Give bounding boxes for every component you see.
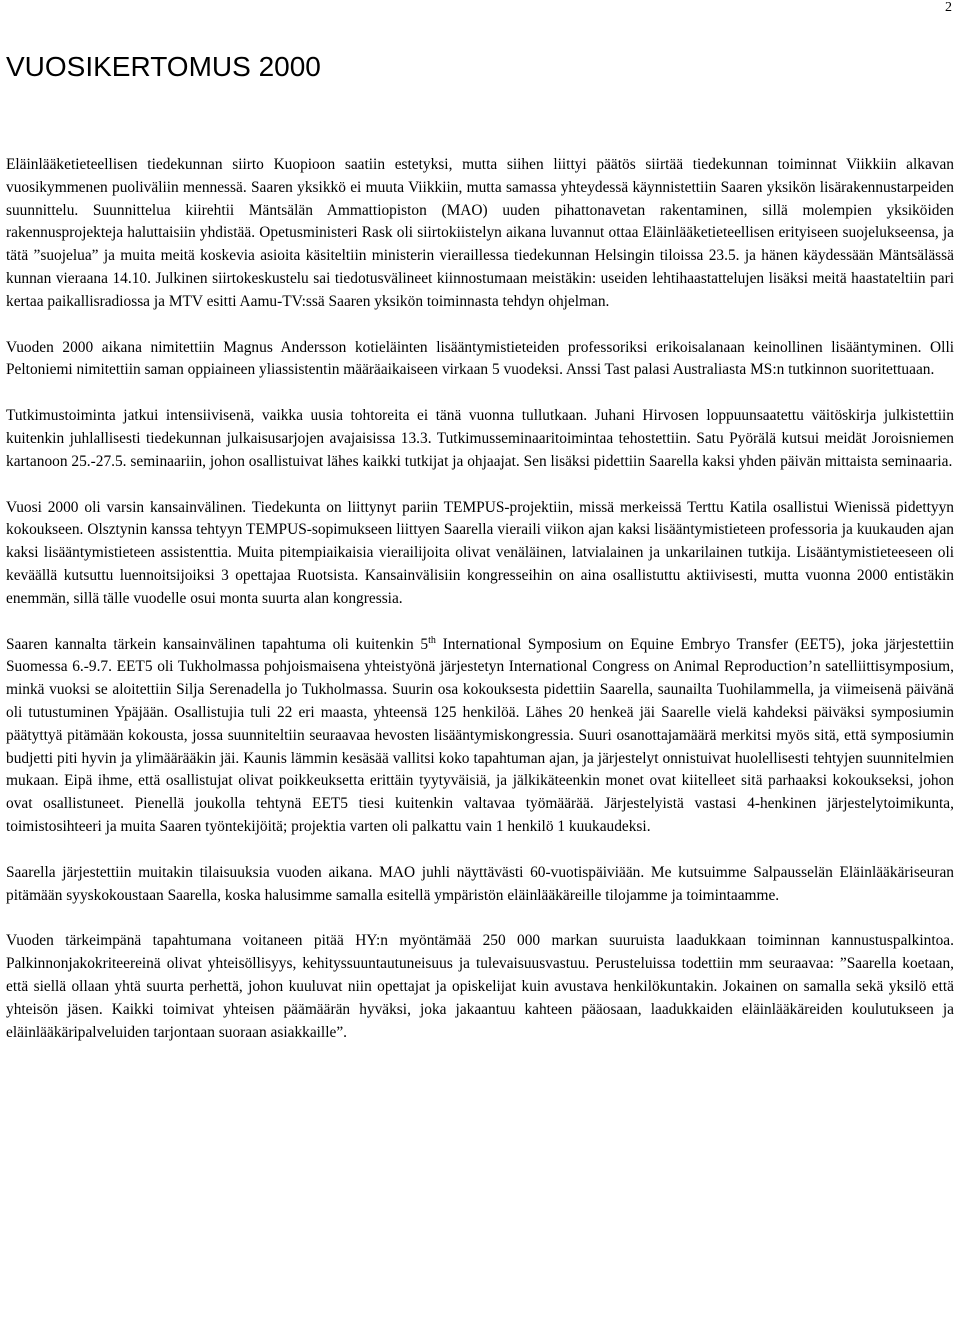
paragraph-text: Vuoden 2000 aikana nimitettiin Magnus Andersson kotieläinten lisääntymistieteiden professoriksi erikoisalanaan keinollinen lisääntyminen. Olli Peltoniemi nimitettiin saman oppiaineen yliassistentin määräaikaiseen virkaan 5 vuodeksi. Anssi Tast palasi Australiasta MS:n tutkinnon suoritettuaan. <box>6 338 954 379</box>
paragraph-text: Tutkimustoiminta jatkui intensiivisenä, vaikka uusia tohtoreita ei tänä vuonna tullutkaan. Juhani Hirvosen loppuunsaatettu väitöskirja julkistettiin kuitenkin juhlallisesti tiedekunnan julkaisusarjojen avajaisissa 13.3. Tutkimusseminaaritoimintaa tehostettiin. Satu Pyörälä kutsui meidät Joroisniemen kartanoon 25.-27.5. seminaariin, johon osallistuivat lähes kaikki tutkijat ja ohjaajat. Sen lisäksi pidettiin Saarella kaksi yhden päivän mittaista seminaaria. <box>6 407 954 470</box>
paragraph-text: Vuosi 2000 oli varsin kansainvälinen. Tiedekunta on liittynyt pariin TEMPUS-projektiin, missä merkeissä Terttu Katila osallistui Wienissä pidettyyn kokoukseen. Olsztynin kanssa tehtyyn TEMPUS-sopimukseen liittyen Saarella vieraili viikon ajan kaksi lisääntymistieteen professoria ja kuukauden ajan kaksi lisääntymistieteen assistenttia. Muita pitempiaikaisia vierailijoita olivat venäläinen, latvialainen ja unkarilainen tutkija. Lisääntymistieteeseen oli keväällä kutsuttu luennoitsijoiksi 3 opettajaa Ruotsista. Kansainvälisiin kongresseihin on aina osallistuttu aktiivisesti, mutta vuonna 2000 entistäkin enemmän, sillä tälle vuodelle osui monta suurta alan kongressia. <box>6 498 954 607</box>
paragraph-international <box>6 497 954 611</box>
paragraph-appointments <box>6 337 954 383</box>
paragraph-text-start: Saaren kannalta tärkein kansainvälinen tapahtuma oli kuitenkin 5 <box>6 635 429 653</box>
document-title: VUOSIKERTOMUS 2000 <box>6 51 321 82</box>
paragraph-relocation <box>6 154 954 314</box>
paragraph-text: Saarella järjestettiin muitakin tilaisuuksia vuoden aikana. MAO juhli näyttävästi 60-vuotispäiviään. Me kutsuimme Salpausselän Eläinlääkäriseuran pitämään syyskokoustaan Saarella, koska halusimme samalla esitellä ympäristön eläinlääkäreille tilojamme ja toimintaamme. <box>6 863 954 904</box>
paragraph-text-end: International Symposium on Equine Embryo Transfer (EET5), joka järjestettiin Suomessa 6.-9.7. EET5 oli Tukholmassa pohjoismaisena yhteistyönä järjestetyn International Congress on Animal Reproduction’n satelliittisymposium, minkä vuoksi se aloitettiin Silja Serenadella jo Tukholmassa. Suurin osa kokouksesta pidettiin Saarella, saunailta Tuohilammella, ja viimeisenä päivänä oli tutustuminen Ypäjään. Osallistujia tuli 22 eri maasta, yhteensä 125 henkilöä. Lähes 20 henkeä jäi Saarelle vielä kahdeksi päiväksi symposiumin päätyttyä pitämään kokousta, jossa suunniteltiin seuraavaa hevosten lisääntymiskongressia. Suuri osanottajamäärä merkitsi myös sitä, että symposiumin budjetti piti hyvin ja ylimäärääkin jäi. Kaunis lämmin kesäsää vallitsi koko tapahtuman ajan, ja järjestelyt onnistuivat huolellisesti tehtyjen suunnitelmien mukaan. Eipä ihme, että osallistujat olivat poikkeuksetta erittäin tyytyväisiä, ja jälkikäteenkin monet ovat kiitelleet sitä parhaaksi kokoukseksi, johon ovat osallistuneet. Pienellä joukolla tehtynä EET5 tiesi kuitenkin valtavaa työmäärää. Järjestelyistä vastasi 4-henkinen järjestelytoimikunta, toimistosihteeri ja muita Saaren työntekijöitä; projektia varten oli palkattu vain 1 henkilö 1 kuukaudeksi. <box>6 635 954 835</box>
paragraph-events <box>6 862 954 908</box>
paragraph-award <box>6 930 954 1044</box>
page-number: 2 <box>945 0 952 15</box>
ordinal-superscript: th <box>428 634 436 646</box>
paragraph-text: Eläinlääketieteellisen tiedekunnan siirto Kuopioon saatiin estetyksi, mutta siihen liittyi päätös siirtää tiedekunnan toiminnat Viikkiin alkavan vuosikymmenen puoliväliin mennessä. Saaren yksikkö ei muuta Viikkiin, mutta samassa yhteydessä käynnistettiin Saaren yksikön lisärakennustarpeiden suunnittelu. Suunnittelua kiirehtii Mäntsälän Ammattiopiston (MAO) uuden pihattonavetan rakentaminen, sillä molempien yksiköiden rakennusprojekteja haluttaisiin yhdistää. Opetusministeri Rask oli siirtokiistelyn aikana luvannut ottaa Eläinlääketieteellisen erityiseen suojelukseensa, ja tätä ”suojelua” ja muita meitä koskevia asioita käsiteltiin ministerin vieraillessa tiedekunnan Helsingin tiloissa 23.5. ja hänen käydessään Mäntsälässä kunnan vieraana 14.10. Julkinen siirtokeskustelu sai tiedotusvälineet kiinnostumaan meistäkin: useiden lehtihaastattelujen lisäksi meitä haastateltiin pari kertaa paikallisradiossa ja MTV esitti Aamu-TV:ssä Saaren yksikön toiminnasta tehdyn ohjelman. <box>6 156 954 310</box>
paragraph-eet5-symposium <box>6 634 954 839</box>
document-body <box>6 154 954 1067</box>
paragraph-text: Vuoden tärkeimpänä tapahtumana voitaneen pitää HY:n myöntämää 250 000 markan suuruista laadukkaan toiminnan kannustuspalkintoa. Palkinnonjakokriteereinä olivat yhteisöllisyys, kehityssuuntautuneisuus ja tulevaisuusvastuu. Perusteluissa todettiin mm seuraavaa: ”Saarella koetaan, että siellä ollaan yhtä suurta perhettä, johon kuuluvat niin opettajat ja opiskelijat kuin avustava henkilökuntakin. Jokainen on samalla sekä yksilö että yhteisön jäsen. Kaikki toimivat yhteisen päämäärän hyväksi, joka jakaantuu kahteen pääosaan, laadukkaiden eläinlääkäreiden koulutukseen ja eläinlääkäripalveluiden tarjontaan suoraan asiakkaille”. <box>6 932 954 1041</box>
paragraph-research <box>6 405 954 473</box>
